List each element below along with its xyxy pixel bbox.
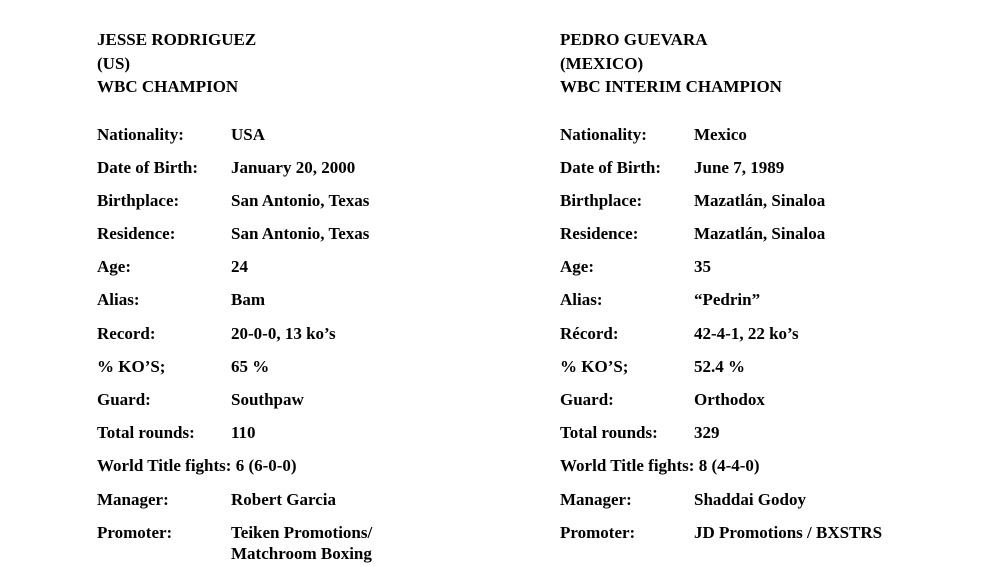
stat-row-guard [97,389,517,422]
stat-value: Orthodox [694,390,765,409]
stat-value-line: Matchroom Boxing [231,543,372,563]
stat-value: Mazatlán, Sinaloa [694,190,826,210]
stat-row-dob [560,157,980,190]
stat-value: USA [231,124,266,144]
stat-label: Nationality: [97,124,184,144]
stat-value: San Antonio, Texas [231,224,370,244]
stat-value: 110 [231,423,256,443]
stat-label: Total rounds: [97,423,195,443]
stat-label: % KO’S; [97,356,166,376]
stat-label: Birthplace: [560,190,643,210]
stat-row-nationality [560,124,980,157]
stat-row-manager [97,489,517,522]
stat-row-alias [560,289,980,322]
stat-row-world-title-fights [97,455,517,488]
stat-label: Birthplace: [97,190,180,210]
stat-label: Nationality: [560,124,647,144]
stat-row-guard [560,389,980,422]
stat-value-line: Teiken Promotions/ [231,522,373,542]
fighter-stats [560,124,980,555]
stat-row-birthplace [97,190,517,223]
fighter-profile-left [97,28,517,563]
stat-row-alias [97,289,517,322]
stat-row-nationality [97,124,517,157]
fighter-header [97,28,517,99]
stat-label: Alias: [560,290,603,310]
stat-value: Southpaw [231,390,304,409]
stat-row-age [560,256,980,289]
fighter-country: (MEXICO) [560,53,644,73]
stat-value: 42-4-1, 22 ko’s [694,323,799,343]
fighter-title: WBC INTERIM CHAMPION [560,77,782,96]
stat-value: JD Promotions / BXSTRS [694,522,883,542]
stat-row-ko-pct [97,356,517,389]
stat-label: Guard: [97,390,151,409]
stat-value: Mazatlán, Sinaloa [694,224,826,244]
stat-row-record [560,323,980,356]
stat-value: 52.4 % [694,356,745,376]
stat-label: Age: [97,257,131,277]
stat-label: % KO’S; [560,356,629,376]
stat-label: Residence: [560,224,639,244]
stat-value: Robert Garcia [231,489,336,509]
stat-label: Manager: [560,489,632,509]
stat-value: January 20, 2000 [231,157,356,177]
stat-row-world-title-fights [560,455,980,488]
stat-row-birthplace [560,190,980,223]
stat-label: Promoter: [560,522,636,542]
stat-value: 65 % [231,356,270,376]
stat-value [231,523,372,565]
stat-row-record [97,323,517,356]
stat-label: Record: [97,323,156,343]
stat-label: Residence: [97,224,176,244]
stat-value: Shaddai Godoy [694,489,806,509]
stat-row-ko-pct [560,356,980,389]
stat-value: San Antonio, Texas [231,190,370,210]
stat-label: Alias: [97,290,140,310]
fighter-country: (US) [97,53,131,73]
fighter-name: PEDRO GUEVARA [560,30,708,49]
stat-row-manager [560,489,980,522]
stat-value: Mexico [694,124,747,144]
stat-text: World Title fights: 8 (4-4-0) [560,456,760,476]
stat-label: Guard: [560,390,614,409]
stat-value: Bam [231,290,265,310]
stat-value: “Pedrin” [694,290,761,310]
stat-value: 20-0-0, 13 ko’s [231,323,336,343]
stat-label: Total rounds: [560,423,658,443]
stat-value: June 7, 1989 [694,157,785,177]
stat-label: Manager: [97,489,169,509]
stat-label: Date of Birth: [97,157,199,177]
stat-row-age [97,256,517,289]
fighter-name: JESSE RODRIGUEZ [97,30,257,49]
fighter-stats [97,124,517,563]
stat-row-residence [97,223,517,256]
stat-label: Date of Birth: [560,157,662,177]
stat-row-residence [560,223,980,256]
stat-row-total-rounds [97,422,517,455]
stat-label: Récord: [560,323,619,343]
stat-value: 24 [231,257,248,277]
stat-text: World Title fights: 6 (6-0-0) [97,456,297,476]
stat-label: Age: [560,257,594,277]
stat-row-total-rounds [560,422,980,455]
stat-value: 35 [694,257,711,277]
fighter-title: WBC CHAMPION [97,77,239,96]
stat-row-promoter [97,522,517,563]
stat-row-promoter [560,522,980,555]
fighter-header [560,28,980,99]
fighter-profile-right [560,28,980,555]
stat-value: 329 [694,423,720,443]
stat-label: Promoter: [97,522,173,542]
stat-row-dob [97,157,517,190]
